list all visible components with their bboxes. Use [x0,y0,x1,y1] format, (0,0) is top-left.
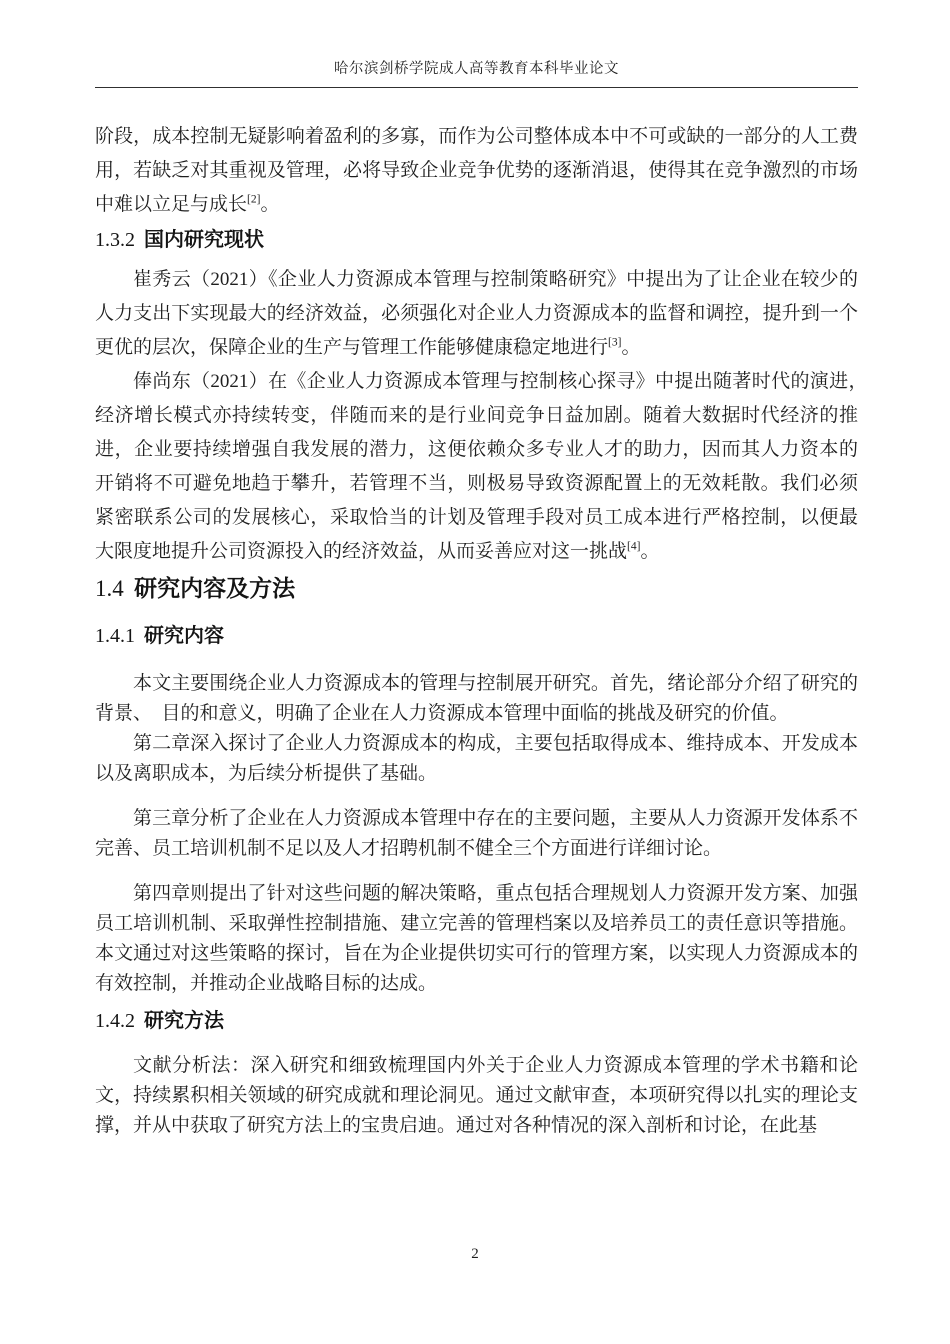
heading-1-4-2-title: 研究方法 [144,1010,224,1032]
page-header [95,0,858,88]
paragraph-cui-tail: 。 [621,337,641,358]
page-number: 2 [471,1246,479,1262]
paragraph-cui-xiuyun [95,263,858,365]
citation-ref-2: [2] [247,193,261,206]
section-heading-1-4-1 [95,621,858,651]
page-header-title: 哈尔滨剑桥学院成人高等教育本科毕业论文 [334,61,619,77]
thesis-body [95,120,878,1141]
paragraph-cui-text: 崔秀云（2021）《企业人力资源成本管理与控制策略研究》中提出为了让企业在较少的人力支出下实现最大的经济效益，必须强化对企业人力资源成本的监督和调控，提升到一个更优的层次，保障企业的生产与管理工作能够健康稳定地进行 [95,269,858,358]
paragraph-intro-text: 阶段，成本控制无疑影响着盈利的多寡，而作为公司整体成本中不可或缺的一部分的人工费用，若缺乏对其重视及管理，必将导致企业竞争优势的逐渐消退，使得其在竞争激烈的市场中难以立足与成长 [95,126,858,215]
section-1-3 [95,120,878,569]
paragraph-intro [95,120,858,222]
heading-1-3-2-title: 国内研究现状 [144,229,264,251]
heading-1-4-title: 研究内容及方法 [134,575,296,601]
paragraph-research-content-1: 本文主要围绕企业人力资源成本的管理与控制展开研究。首先，绪论部分介绍了研究的背景、 目的和意义，明确了企业在人力资源成本管理中面临的挑战及研究的价值。 [95,673,858,724]
paragraph-feng-text: 俸尚东（2021）在《企业人力资源成本管理与控制核心探寻》中提出随著时代的演进， 经济增长模式亦持续转变，伴随而来的是行业间竞争日益加剧。随着大数据时代经济的推 进，企业要持续增强自我发展的潜力，这便依赖众多专业人才的助力，因而其人力资本的 开销将不可避免地趋于攀升，若管理不当，则极易导致资源配置上的无效耗散。我们必须 紧密联系公司的发展核心，采取恰当的计划及管理手段对员工成本进行严格控制，以便最 大限度地提升公司资源投入的经济效益，从而妥善应对这一挑战 [95,371,878,562]
paragraph-intro-tail: 。 [260,194,280,215]
paragraph-research-content-4: 第四章则提出了针对这些问题的解决策略，重点包括合理规划人力资源开发方案、加强员工培训机制、采取弹性控制措施、建立完善的管理档案以及培养员工的责任意识等措施。本文通过对这些策略的探讨，旨在为企业提供切实可行的管理方案，以实现人力资源成本的有效控制，并推动企业战略目标的达成。 [95,883,858,994]
paragraph-feng-shangdong [95,365,878,569]
heading-1-4-1-title: 研究内容 [144,625,224,647]
heading-1-3-2-number: 1.3.2 [95,229,135,251]
heading-1-4-number: 1.4 [95,576,124,601]
citation-ref-4: [4] [627,540,641,553]
heading-1-4-1-number: 1.4.1 [95,625,135,647]
section-heading-1-4 [95,571,858,606]
section-heading-1-4-2 [95,1006,858,1036]
paragraph-research-content-2: 第二章深入探讨了企业人力资源成本的构成，主要包括取得成本、维持成本、开发成本以及离职成本，为后续分析提供了基础。 [95,733,858,784]
citation-ref-3: [3] [608,336,622,349]
section-1-4 [95,621,858,1141]
section-heading-1-3-2 [95,225,858,255]
page-footer [0,1246,950,1263]
paragraph-research-method: 文献分析法：深入研究和细致梳理国内外关于企业人力资源成本管理的学术书籍和论文，持续累积相关领域的研究成就和理论洞见。通过文献审查，本项研究得以扎实的理论支撑，并从中获取了研究方法上的宝贵启迪。通过对各种情况的深入剖析和讨论，在此基 [95,1055,858,1136]
heading-1-4-2-number: 1.4.2 [95,1010,135,1032]
paragraph-research-content-3: 第三章分析了企业在人力资源成本管理中存在的主要问题，主要从人力资源开发体系不完善、员工培训机制不足以及人才招聘机制不健全三个方面进行详细讨论。 [95,808,858,859]
paragraph-feng-tail: 。 [640,541,660,562]
